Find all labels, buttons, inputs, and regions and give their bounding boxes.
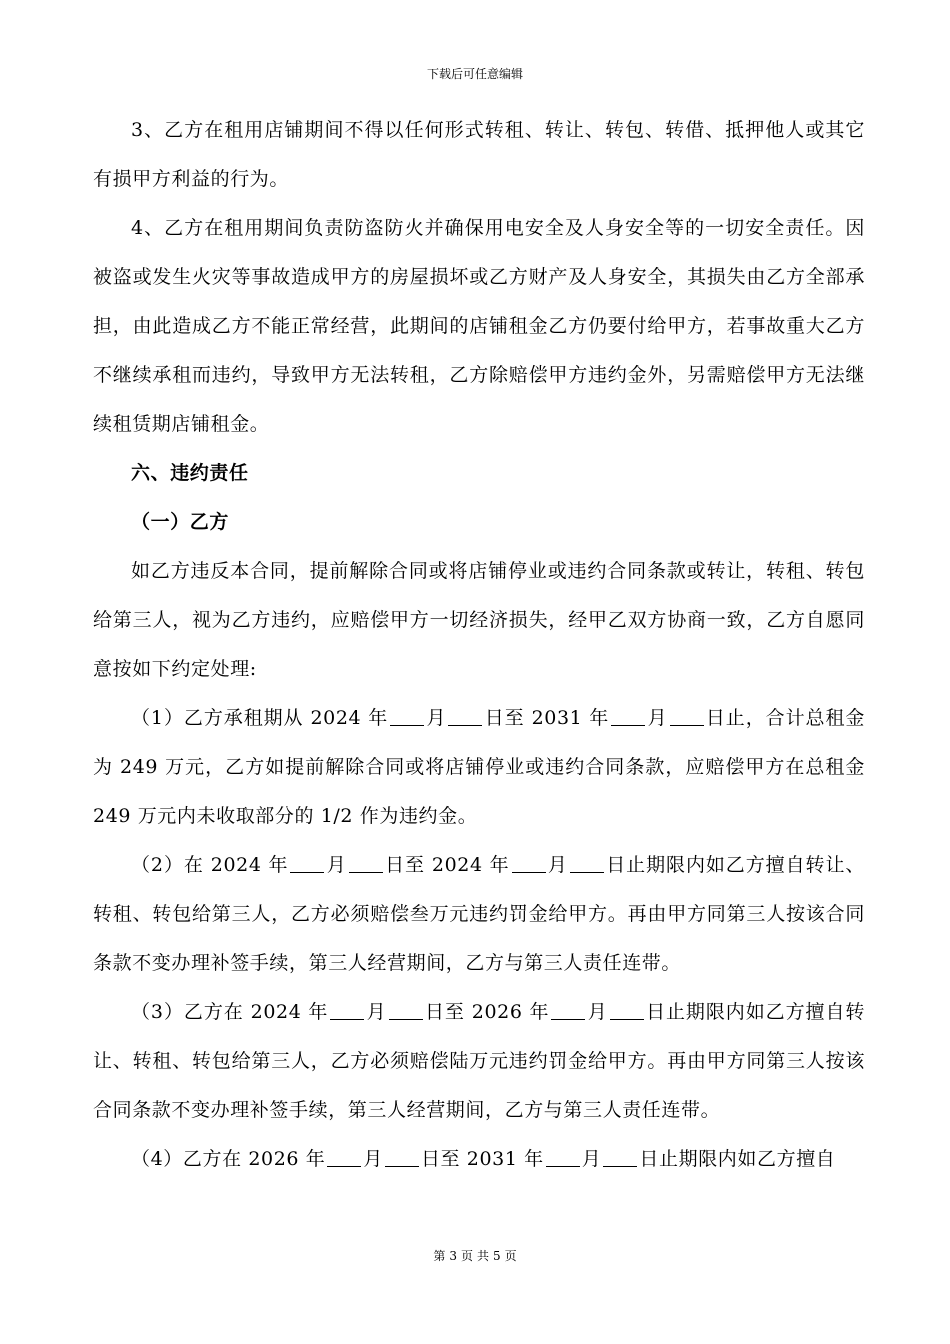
blank-field [448,706,482,726]
blank-field [385,1147,419,1167]
c3-text-e: 日止期限内如乙方擅自转让、转租、转包给第三人，乙方必须赔偿陆万元违约罚金给甲方。再由甲方同第三人按该合同条款不变办理补签手续，第三人经营期间，乙方与第三人责任连带。 [93,1001,866,1121]
c3-text-d: 月 [587,1001,608,1023]
c1-text-b: 月 [426,707,447,729]
blank-field [611,706,645,726]
intro-paragraph: 如乙方违反本合同，提前解除合同或将店铺停业或违约合同条款或转让，转租、转包给第三人，视为乙方违约，应赔偿甲方一切经济损失，经甲乙双方协商一致，乙方自愿同意按如下约定处理: [93,560,865,680]
c4-text-a: （4）乙方在 2026 年 [131,1148,326,1170]
blank-field [603,1147,637,1167]
clause-4: 4、乙方在租用期间负责防盗防火并确保用电安全及人身安全等的一切安全责任。因被盗或发生火灾等事故造成甲方的房屋损坏或乙方财产及人身安全，其损失由乙方全部承担，由此造成乙方不能正常经营，此期间的店铺租金乙方仍要付给甲方，若事故重大乙方不继续承租而违约，导致甲方无法转租，乙方除赔偿甲方违约金外，另需赔偿甲方无法继续租赁期店铺租金。 [93,217,865,435]
c1-text-c: 日至 2031 年 [484,707,610,729]
c2-text-e: 日止期限内如乙方擅自转让、转租、转包给第三人，乙方必须赔偿叁万元违约罚金给甲方。再由甲方同第三人按该合同条款不变办理补签手续，第三人经营期间，乙方与第三人责任连带。 [93,854,866,974]
blank-field [670,706,704,726]
blank-field [551,1000,585,1020]
footer-page-word: 页 [460,1249,473,1263]
blank-field [610,1000,644,1020]
c3-text-a: （3）乙方在 2024 年 [131,1001,329,1023]
c4-text-e: 日止期限内如乙方擅自 [639,1148,836,1170]
blank-field [389,1000,423,1020]
footer-suffix: 页 [504,1249,517,1263]
blank-field [390,706,424,726]
c2-text-c: 日至 2024 年 [384,854,510,876]
footer-total-word: 共 [477,1249,490,1263]
clause-c1 [93,694,865,841]
current-page-number: 3 [449,1249,457,1263]
clause-c2 [93,841,865,988]
c2-text-a: （2）在 2024 年 [131,854,289,876]
c3-text-c: 日至 2026 年 [424,1001,550,1023]
c2-text-b: 月 [326,854,347,876]
clause-c4 [93,1135,865,1184]
section-title: 六、违约责任 [131,462,249,484]
c4-text-c: 日至 2031 年 [420,1148,544,1170]
blank-field [349,853,383,873]
sub-title: （一）乙方 [131,511,230,533]
c3-text-b: 月 [366,1001,387,1023]
clause-3: 3、乙方在租用店铺期间不得以任何形式转租、转让、转包、转借、抵押他人或其它有损甲方利益的行为。 [93,119,865,190]
page-footer [0,1248,950,1264]
c4-text-d: 月 [581,1148,602,1170]
page-header: 下载后可任意编辑 [426,67,523,81]
c1-text-a: （1）乙方承租期从 2024 年 [131,707,389,729]
document-body [93,106,865,1184]
blank-field [290,853,324,873]
blank-field [512,853,546,873]
footer-prefix: 第 [433,1249,446,1263]
total-page-number: 5 [493,1249,501,1263]
c1-text-e: 日止，合计总租金为 249 万元，乙方如提前解除合同或将店铺停业或违约合同条款，应赔偿甲方在总租金 249 万元内未收取部分的 1/2 作为违约金。 [93,707,865,827]
clause-c3 [93,988,865,1135]
c1-text-d: 月 [647,707,668,729]
c4-text-b: 月 [363,1148,383,1170]
c2-text-d: 月 [547,854,568,876]
blank-field [327,1147,361,1167]
blank-field [330,1000,364,1020]
blank-field [546,1147,580,1167]
blank-field [570,853,604,873]
